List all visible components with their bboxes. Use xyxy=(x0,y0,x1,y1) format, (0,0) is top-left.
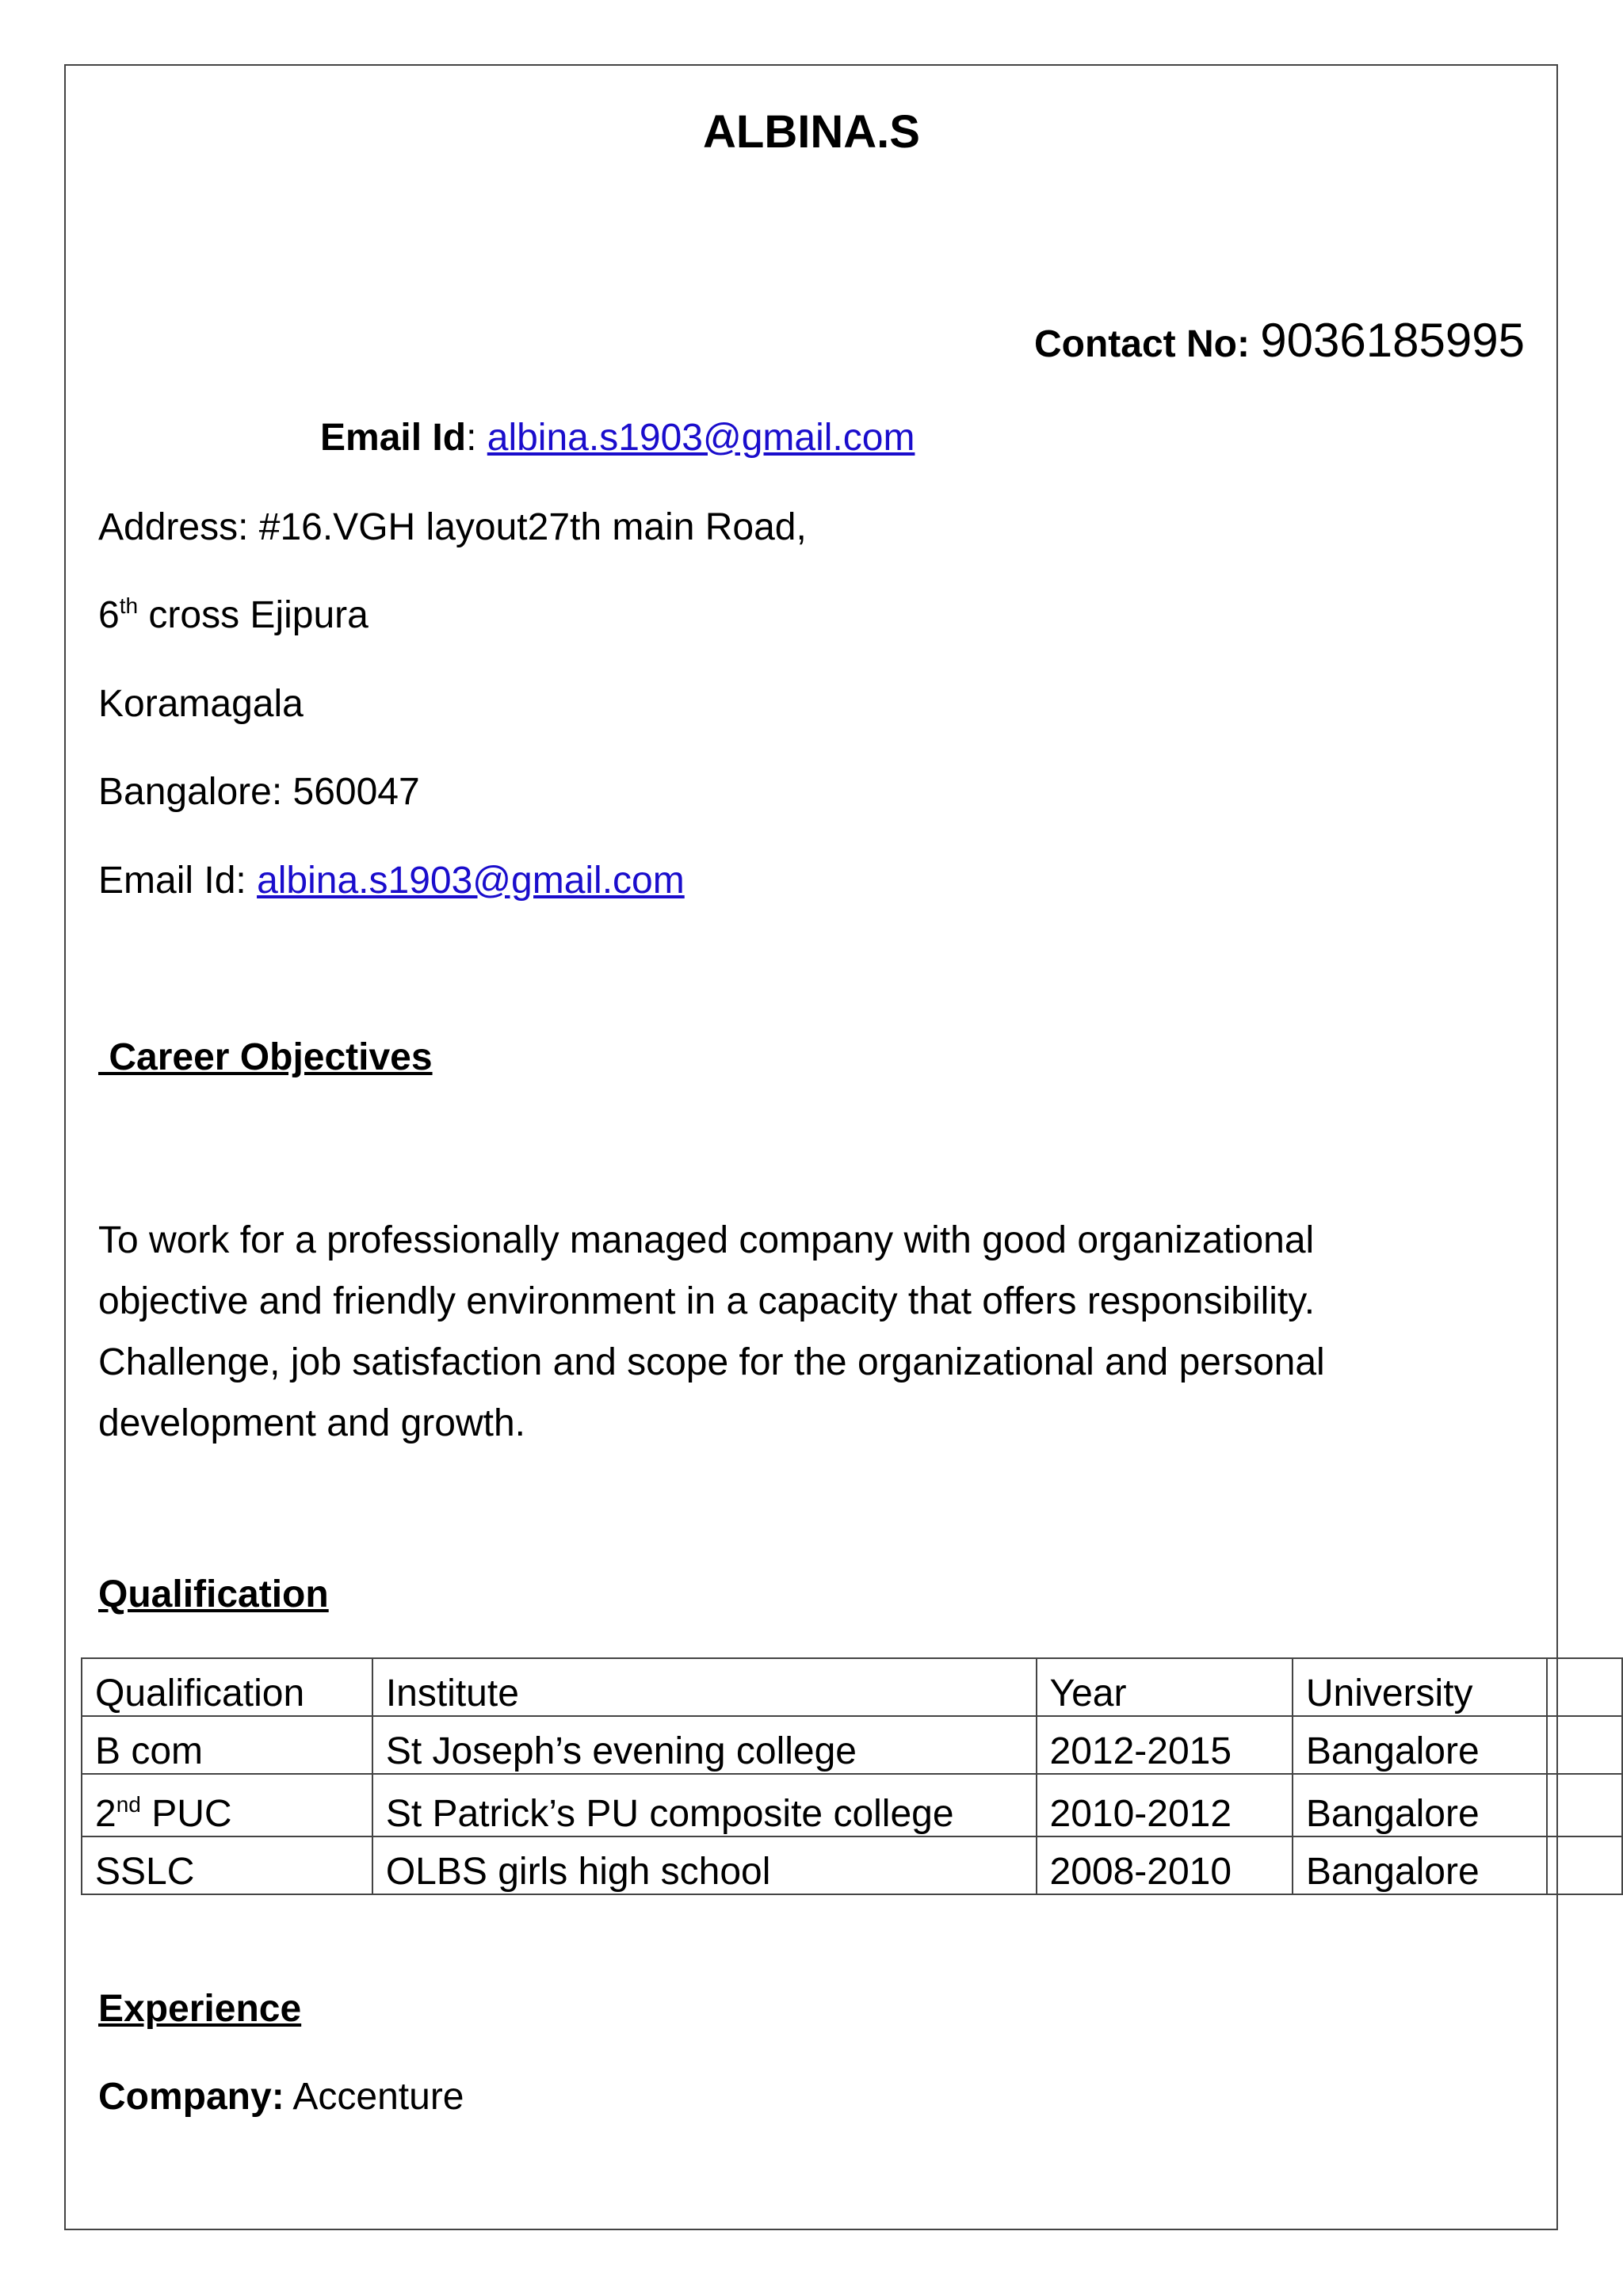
cell-university: Bangalore xyxy=(1293,1836,1547,1894)
email-separator: : xyxy=(466,417,477,459)
email-line-bottom xyxy=(98,857,685,905)
email-link-bottom[interactable]: albina.s1903@gmail.com xyxy=(257,860,685,902)
puc-number: 2 xyxy=(95,1793,116,1835)
cell-extra xyxy=(1547,1774,1622,1836)
cell-qualification xyxy=(82,1774,372,1836)
page-border xyxy=(64,64,1558,2230)
address-line-4: Bangalore: 560047 xyxy=(98,771,420,813)
header-extra xyxy=(1547,1658,1622,1716)
cell-institute: St Patrick’s PU composite college xyxy=(372,1774,1037,1836)
address-line-2-text: cross Ejipura xyxy=(148,594,369,636)
career-line-2: objective and friendly environment in a capacity that offers responsibility. xyxy=(98,1280,1316,1322)
cell-year: 2008-2010 xyxy=(1037,1836,1293,1894)
company-name: Accenture xyxy=(284,2076,464,2118)
header-year: Year xyxy=(1037,1658,1293,1716)
cell-extra xyxy=(1547,1836,1622,1894)
career-objectives-heading: Career Objectives xyxy=(98,1036,433,1078)
company-label: Company: xyxy=(98,2076,285,2118)
email-label-top: Email Id xyxy=(320,417,467,459)
cell-university: Bangalore xyxy=(1293,1716,1547,1774)
puc-text: PUC xyxy=(151,1793,232,1835)
header-university: University xyxy=(1293,1658,1547,1716)
header-institute: Institute xyxy=(372,1658,1037,1716)
cell-year: 2012-2015 xyxy=(1037,1716,1293,1774)
address-line-3: Koramagala xyxy=(98,683,304,725)
cell-institute: OLBS girls high school xyxy=(372,1836,1037,1894)
experience-heading: Experience xyxy=(98,1988,302,2030)
contact-line xyxy=(1033,314,1525,368)
table-row xyxy=(82,1836,1622,1894)
table-header-row xyxy=(82,1658,1622,1716)
address-line-2 xyxy=(98,592,369,639)
cell-institute: St Joseph’s evening college xyxy=(372,1716,1037,1774)
resume-name: ALBINA.S xyxy=(703,106,920,158)
address-line-2-number: 6 xyxy=(98,594,120,636)
contact-label: Contact No: xyxy=(1033,323,1250,365)
cell-qualification: SSLC xyxy=(82,1836,372,1894)
address-line-1: Address: #16.VGH layout27th main Road, xyxy=(98,506,807,548)
cell-extra xyxy=(1547,1716,1622,1774)
cell-qualification: B com xyxy=(82,1716,372,1774)
contact-number[interactable]: 9036185995 xyxy=(1260,314,1525,367)
header-qualification: Qualification xyxy=(82,1658,372,1716)
email-link-top[interactable]: albina.s1903@gmail.com xyxy=(487,417,915,459)
puc-sup: nd xyxy=(116,1792,141,1817)
qualification-table xyxy=(81,1657,1623,1895)
email-label-bottom: Email Id: xyxy=(98,860,258,902)
address-line-2-sup: th xyxy=(119,593,139,618)
table-row xyxy=(82,1774,1622,1836)
qualification-heading: Qualification xyxy=(98,1573,329,1615)
career-line-1: To work for a professionally managed company with good organizational xyxy=(98,1219,1315,1261)
cell-year: 2010-2012 xyxy=(1037,1774,1293,1836)
cell-university: Bangalore xyxy=(1293,1774,1547,1836)
career-line-3: Challenge, job satisfaction and scope for the organizational and personal xyxy=(98,1341,1325,1383)
company-line xyxy=(98,2073,464,2121)
email-line-top xyxy=(320,414,915,462)
table-row xyxy=(82,1716,1622,1774)
career-objectives-paragraph xyxy=(98,1210,1525,1454)
career-line-4: development and growth. xyxy=(98,1402,526,1444)
